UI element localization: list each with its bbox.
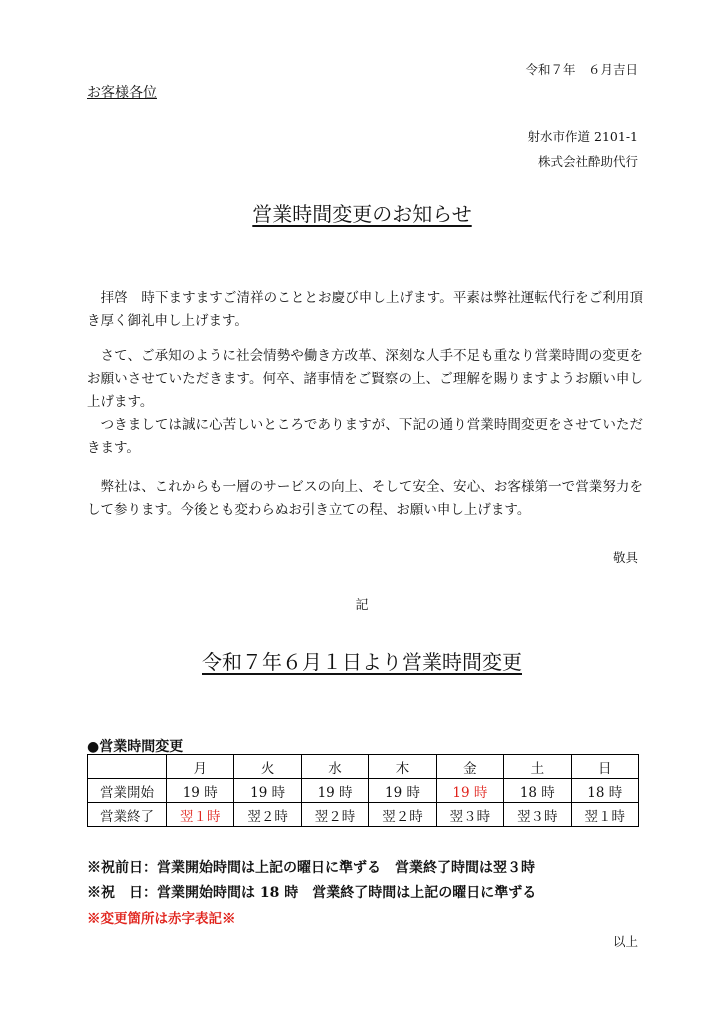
schedule-title: ●営業時間変更 [87, 739, 184, 755]
corner-cell [88, 755, 167, 779]
end-mark: 以上 [612, 934, 638, 949]
schedule-table [87, 754, 639, 827]
paragraph-commitment-text: 弊社は、これからも一層のサービスの向上、そして安全、安心、お客様第一で営業努力をして参ります。今後とも変わらぬお引き立ての程、お願い申し上げます。 [87, 479, 643, 518]
note-holiday-eve: ※祝前日：営業開始時間は上記の曜日に準ずる 営業終了時間は翌３時 [87, 860, 535, 876]
start-sat: 18 時 [504, 779, 571, 803]
document-date: 令和７年 ６月吉日 [525, 62, 638, 77]
day-fri: 金 [436, 755, 503, 779]
start-sun: 18 時 [571, 779, 638, 803]
schedule-header-row [88, 755, 639, 779]
sender-block [528, 124, 638, 174]
effective-date-heading: 令和７年６月１日より営業時間変更 [202, 650, 522, 674]
day-wed: 水 [301, 755, 368, 779]
paragraph-reason-text: さて、ご承知のように社会情勢や働き方改革、深刻な人手不足も重なり営業時間の変更をお願いさせていただきます。何卒、諸事情をご賢察の上、ご理解を賜りますようお願い申し上げます。 [87, 348, 644, 410]
addressee: お客様各位 [87, 85, 157, 101]
ki-mark: 記 [355, 598, 369, 613]
day-tue: 火 [234, 755, 301, 779]
note-holiday: ※祝 日：営業開始時間は 18 時 営業終了時間は上記の曜日に準ずる [87, 885, 537, 901]
document-title: 営業時間変更のお知らせ [252, 202, 472, 226]
start-fri: 19 時 [436, 779, 503, 803]
start-thu: 19 時 [369, 779, 436, 803]
schedule-end-row [88, 803, 639, 827]
start-label: 営業開始 [88, 779, 167, 803]
closing-keigu: 敬具 [612, 550, 638, 565]
day-sun: 日 [571, 755, 638, 779]
end-sat: 翌３時 [504, 803, 571, 827]
day-sat: 土 [504, 755, 571, 779]
end-wed: 翌２時 [301, 803, 368, 827]
end-label: 営業終了 [88, 803, 167, 827]
sender-address: 射水市作道 2101-1 [527, 129, 638, 144]
end-mon: 翌１時 [167, 803, 234, 827]
day-thu: 木 [369, 755, 436, 779]
paragraph-reason [87, 345, 643, 460]
paragraph-commitment [87, 476, 643, 522]
end-sun: 翌１時 [571, 803, 638, 827]
note-red-legend: ※変更箇所は赤字表記※ [87, 911, 236, 927]
end-tue: 翌２時 [234, 803, 301, 827]
end-thu: 翌２時 [369, 803, 436, 827]
start-tue: 19 時 [234, 779, 301, 803]
start-mon: 19 時 [167, 779, 234, 803]
paragraph-greeting [87, 287, 643, 333]
end-fri: 翌３時 [436, 803, 503, 827]
paragraph-greeting-text: 拝啓 時下ますますご清祥のこととお慶び申し上げます。平素は弊社運転代行をご利用頂き厚く御礼申し上げます。 [87, 290, 644, 329]
schedule-start-row [88, 779, 639, 803]
day-mon: 月 [167, 755, 234, 779]
start-wed: 19 時 [301, 779, 368, 803]
sender-company: 株式会社酔助代行 [537, 154, 638, 169]
paragraph-announcement-text: つきましては誠に心苦しいところでありますが、下記の通り営業時間変更をさせていただきます。 [87, 417, 644, 456]
